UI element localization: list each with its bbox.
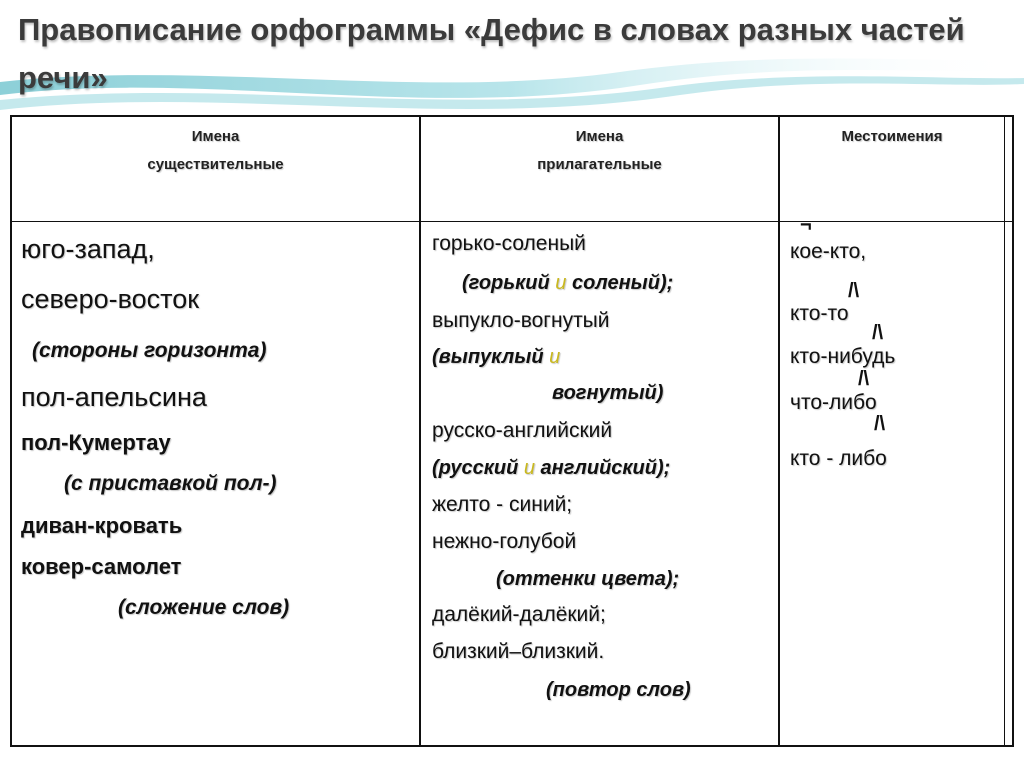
- adj-example: желто - синий;: [432, 493, 573, 516]
- slide-title: [18, 6, 1008, 102]
- adj-example: выпукло-вогнутый: [432, 309, 610, 332]
- adj-note: вогнутый): [552, 382, 664, 404]
- title-line-1: Правописание орфограммы «Дефис в словах разных частей: [18, 12, 965, 47]
- adj-example: горько-соленый: [432, 232, 586, 255]
- header-divider: [12, 221, 1012, 222]
- root-mark-icon: /\: [872, 322, 884, 344]
- header-adj-line1: Имена: [575, 128, 624, 145]
- column-divider: [1004, 117, 1005, 745]
- noun-example: пол-апельсина: [21, 382, 207, 412]
- column-divider: [778, 117, 780, 745]
- noun-example: юго-запад,: [21, 234, 155, 264]
- adj-note: (русский и английский);: [432, 457, 671, 479]
- pron-example: что-либо: [790, 391, 877, 414]
- noun-example: пол-Кумертау: [21, 430, 171, 455]
- noun-example: диван-кровать: [21, 513, 183, 538]
- noun-note: (стороны горизонта): [32, 339, 267, 362]
- pron-example: кто-то: [790, 302, 849, 325]
- title-line-2: речи»: [18, 60, 108, 95]
- column-divider: [419, 117, 421, 745]
- adj-note: (повтор слов): [546, 679, 691, 701]
- pron-example: кто-нибудь: [790, 345, 896, 368]
- noun-note: (с приставкой пол-): [64, 472, 277, 495]
- root-mark-icon: /\: [848, 280, 860, 302]
- header-pron-line: Местоимения: [841, 128, 943, 145]
- adj-note: (оттенки цвета);: [496, 568, 680, 590]
- noun-example: ковер-самолет: [21, 554, 182, 579]
- header-adj-line2: прилагательные: [537, 156, 662, 173]
- morpheme-mark-icon: ¬: [800, 214, 812, 236]
- adj-example: русско-английский: [432, 419, 613, 442]
- header-nouns-line1: Имена: [191, 128, 240, 145]
- root-mark-icon: /\: [858, 368, 870, 390]
- pron-example: кто - либо: [790, 447, 887, 470]
- header-nouns: [12, 123, 419, 179]
- header-nouns-line2: существительные: [147, 156, 284, 173]
- root-mark-icon: /\: [874, 413, 886, 435]
- adj-example: нежно-голубой: [432, 530, 577, 553]
- adj-note: (выпуклый и: [432, 346, 561, 368]
- adj-example: далёкий-далёкий;: [432, 603, 606, 626]
- adj-example: близкий–близкий.: [432, 640, 605, 663]
- header-pronouns: [780, 123, 1004, 151]
- pron-example: кое-кто,: [790, 240, 867, 263]
- spelling-table: [10, 115, 1014, 747]
- header-adjectives: [421, 123, 778, 179]
- noun-example: северо-восток: [21, 284, 200, 314]
- noun-note: (сложение слов): [118, 596, 290, 619]
- adj-note: (горький и соленый);: [462, 272, 674, 294]
